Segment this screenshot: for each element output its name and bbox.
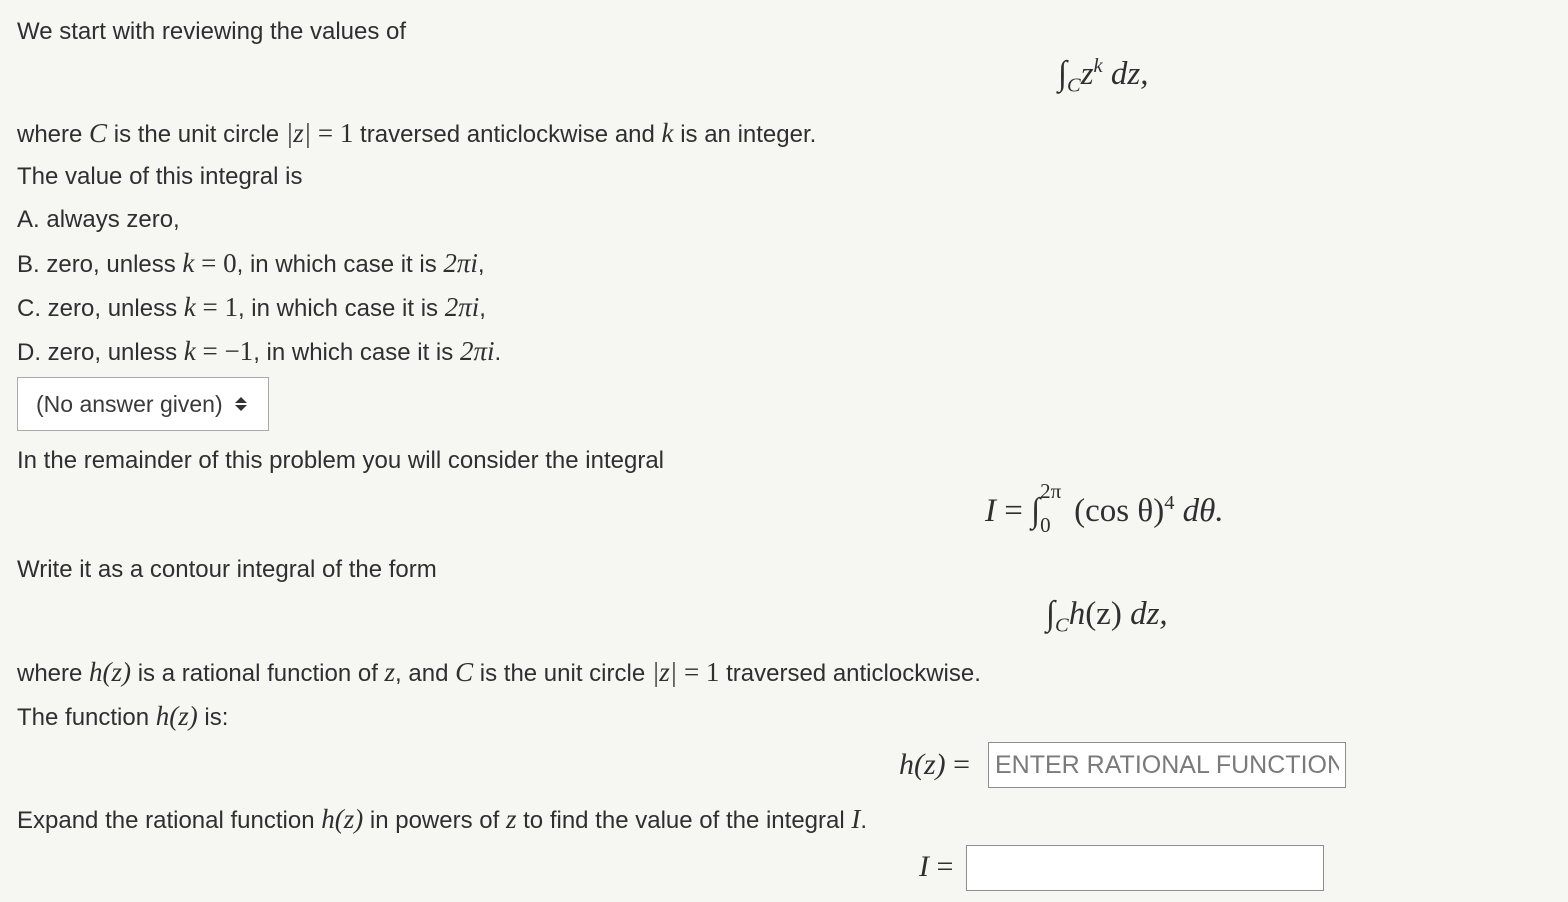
math-eq: = 1 [311,118,354,148]
formula-dz: dz, [1102,56,1149,92]
option-d [17,338,501,365]
where-unit-circle-text [17,120,816,147]
math-eq: = −1 [195,336,254,366]
h-function-input[interactable] [988,742,1346,788]
formula-h: h [1068,596,1086,632]
text-fragment: The function [17,704,156,731]
text-fragment: is the unit circle [107,121,286,148]
text-fragment: is an integer. [673,121,817,148]
text-fragment: is a rational function of [131,660,385,687]
math-z: z [384,657,396,687]
text-fragment: , and [395,660,456,687]
text-fragment: C. zero, unless [17,295,184,322]
math-2pi-i: 2πi [459,336,495,366]
text-fragment: , [479,295,486,322]
math-C: C [89,118,108,148]
math-2pi-i: 2πi [443,248,478,278]
text-fragment: where [17,660,90,687]
math-h: h(z) [89,657,132,687]
formula-exponent: k [1093,55,1103,77]
math-k: k [661,118,674,148]
text-fragment: . [860,807,868,834]
math-eq: = [945,748,971,781]
I-input-label [919,852,953,882]
integral-sign: ∫ [1058,55,1068,93]
math-z: z [505,804,517,834]
write-it-text: Write it as a contour integral of the form [17,556,437,583]
math-I: I [851,804,861,834]
integral-subscript: C [1067,74,1081,97]
formula-contour-zk [1058,56,1148,96]
math-k: k [183,336,196,366]
text-fragment: . [494,339,502,366]
text-fragment: traversed anticlockwise. [719,660,981,687]
option-c [17,294,486,321]
text-fragment: to find the value of the integral [516,807,852,834]
up-down-arrows-icon [235,397,247,411]
math-abs-z: |z| [651,657,678,687]
function-is-text [17,703,228,730]
remainder-text: In the remainder of this problem you will consider the integral [17,447,664,474]
text-fragment: is the unit circle [473,660,652,687]
text-fragment: Expand the rational function [17,807,322,834]
math-eq: = [929,850,954,883]
formula-body: (cos θ) [1074,493,1165,529]
answer-select[interactable] [17,377,269,431]
formula-integral-I [985,479,1224,537]
integral-sign: ∫ [1046,595,1056,633]
math-h: h(z) [321,804,364,834]
math-h: h(z) [899,748,946,781]
expand-text [17,806,867,833]
text-fragment: , in which case it is [253,339,460,366]
integral-lower-limit: 0 [1040,513,1051,537]
formula-arg: (z) [1085,596,1122,632]
I-value-input[interactable] [966,845,1324,891]
text-fragment: in powers of [363,807,506,834]
text-fragment: , in which case it is [236,251,444,278]
formula-dz: dz, [1121,596,1168,632]
integral-limits [1040,479,1074,537]
formula-equals: = [996,493,1032,529]
math-2pi-i: 2πi [444,292,480,322]
formula-exponent: 4 [1164,492,1175,514]
text-fragment: B. zero, unless [17,251,183,278]
math-C: C [455,657,474,687]
answer-select-value: (No answer given) [36,390,223,417]
math-I: I [919,850,929,883]
text-fragment: where [17,121,90,148]
text-fragment: is: [197,704,229,731]
integral-upper-limit: 2π [1040,479,1062,503]
formula-I: I [985,493,996,529]
math-k: k [183,292,196,322]
option-b [17,250,485,277]
h-input-label [899,750,970,780]
math-eq: = 0 [194,248,237,278]
math-h: h(z) [155,701,198,731]
value-intro-text: The value of this integral is [17,163,303,190]
intro-text: We start with reviewing the values of [17,18,407,45]
text-fragment: , in which case it is [237,295,445,322]
math-eq: = 1 [195,292,238,322]
math-eq: = 1 [677,657,720,687]
option-a: A. always zero, [17,206,180,233]
integral-subscript: C [1055,614,1069,637]
formula-dtheta: dθ. [1174,493,1224,529]
math-abs-z: |z| [285,118,312,148]
where-rational-text [17,659,981,686]
formula-contour-h [1046,595,1168,637]
formula-variable: z [1080,56,1094,92]
text-fragment: traversed anticlockwise and [353,121,662,148]
text-fragment: D. zero, unless [17,339,184,366]
text-fragment: , [477,251,485,278]
integral-sign: ∫ [1031,492,1041,530]
math-k: k [182,248,195,278]
